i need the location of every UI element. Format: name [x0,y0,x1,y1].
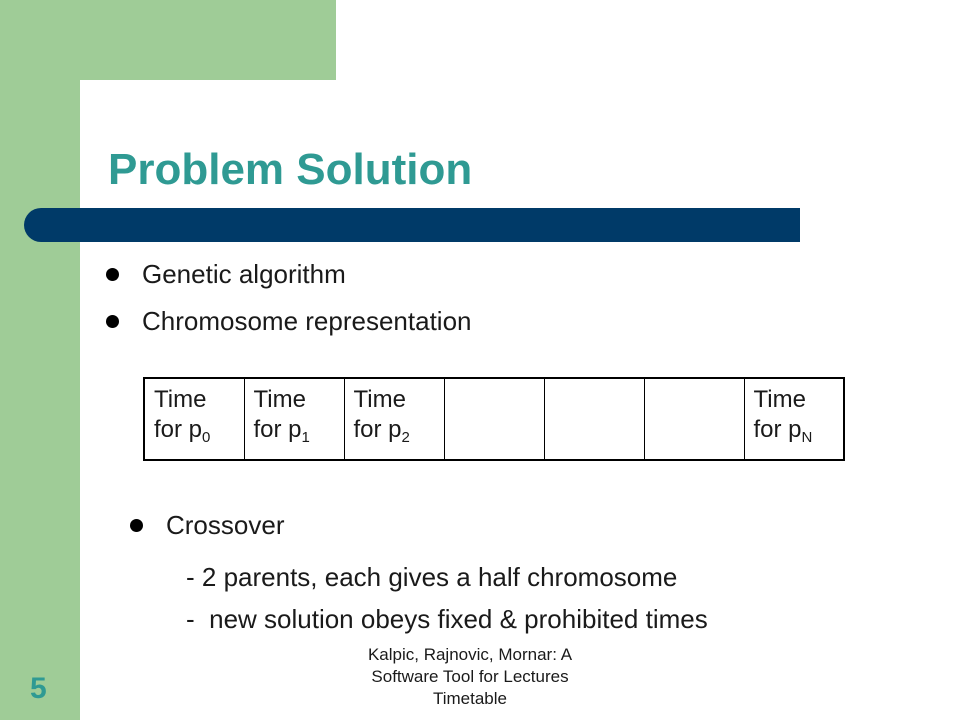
cell-subscript: 0 [202,429,211,446]
gene-cell-empty [444,378,544,460]
cell-line1: Time [753,386,806,413]
gene-cell-pn [744,378,844,460]
bullet-chromosome-representation [106,303,472,339]
gene-cell-p1 [244,378,344,460]
cell-line2: for p [353,416,402,443]
gene-cell-p0 [144,378,244,460]
bullet-dot-icon [130,519,143,532]
cell-subscript: 2 [401,429,410,446]
bullet-text: Genetic algorithm [142,258,346,289]
page-number: 5 [30,672,47,705]
crossover-detail-2: - new solution obeys fixed & prohibited times [186,604,708,634]
cell-line2: for p [253,416,302,443]
gene-cell-empty [644,378,744,460]
bullet-genetic-algorithm [106,256,346,292]
bullet-crossover [130,507,284,543]
chromosome-table [143,377,845,461]
chromosome-row [144,378,844,460]
background-green-top [0,0,336,80]
title-underline-bar [24,208,800,242]
cell-line2: for p [154,416,203,443]
crossover-detail-1: - 2 parents, each gives a half chromosome [186,562,678,592]
bullet-dot-icon [106,315,119,328]
bullet-dot-icon [106,268,119,281]
cell-line1: Time [154,386,207,413]
cell-subscript: 1 [301,429,310,446]
cell-line1: Time [353,386,406,413]
cell-line1: Time [253,386,306,413]
slide-title: Problem Solution [108,145,473,194]
bullet-text: Crossover [166,509,285,540]
cell-line2: for p [753,416,802,443]
footer-line: Software Tool for Lectures [371,667,569,686]
bullet-text: Chromosome representation [142,305,472,336]
background-green-side [0,0,80,720]
cell-subscript: N [801,429,813,446]
gene-cell-p2 [344,378,444,460]
gene-cell-empty [544,378,644,460]
footer-line: Kalpic, Rajnovic, Mornar: A [367,645,573,664]
footer-citation [330,644,610,710]
footer-line: Timetable [432,689,507,708]
